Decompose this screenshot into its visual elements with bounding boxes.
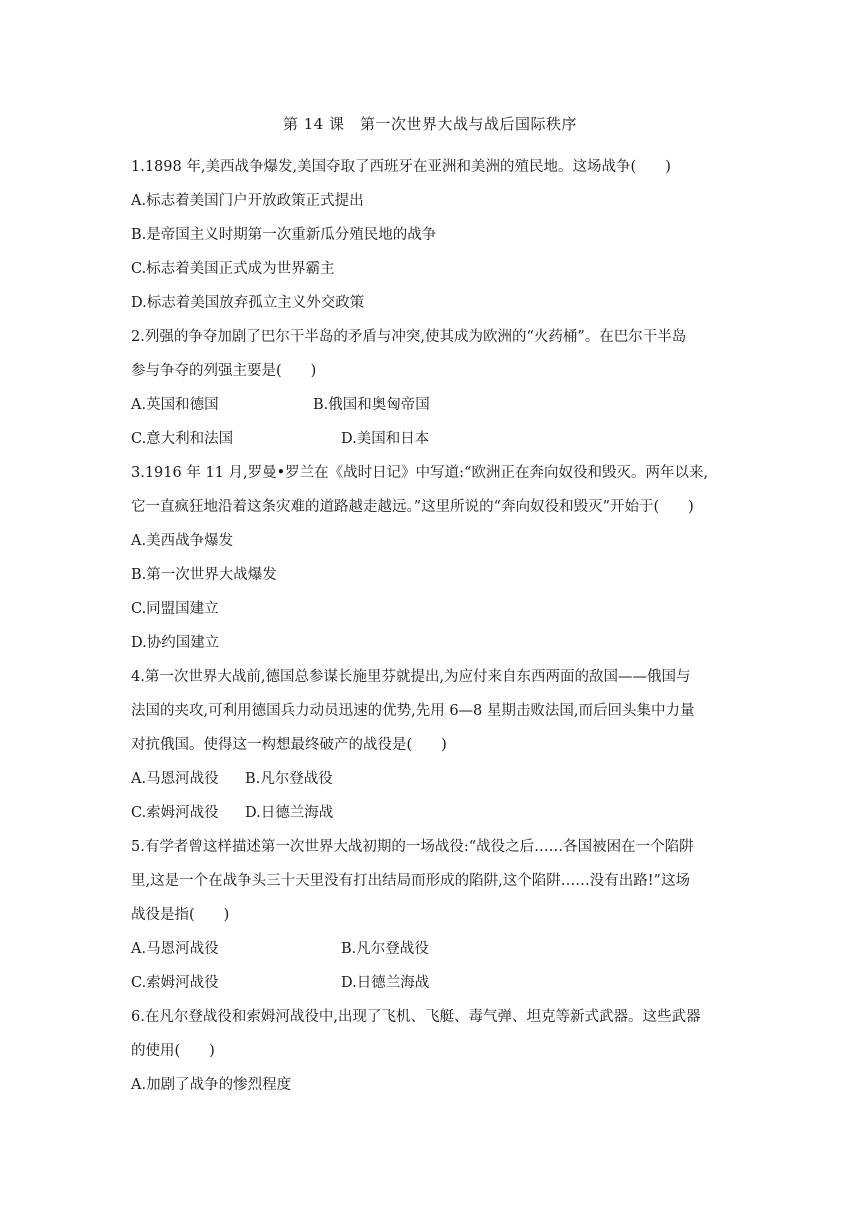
question-3-stem-line-2: 它一直疯狂地沿着这条灾难的道路越走越远。”这里所说的“奔向奴役和毁灭”开始于( ) [131,499,694,515]
question-3-option-b: B.第一次世界大战爆发 [131,567,277,583]
question-5-options-row-1 [131,932,731,966]
question-4-stem-line-1: 4.第一次世界大战前,德国总参谋长施里芬就提出,为应付来自东西两面的敌国——俄国与 [131,669,691,685]
question-2-option-a: A.英国和德国 [131,397,219,413]
question-2-stem-line-1: 2.列强的争夺加剧了巴尔干半岛的矛盾与冲突,使其成为欧洲的“火药桶”。在巴尔干半岛 [131,329,687,345]
question-3-option-d: D.协约国建立 [131,635,220,651]
question-1-option-c: C.标志着美国正式成为世界霸主 [131,261,335,277]
question-list [131,150,731,1102]
question-4-option-c: C.索姆河战役 [131,805,219,821]
question-5-stem-line-3: 战役是指( ) [131,907,230,923]
question-5-stem-line-1: 5.有学者曾这样描述第一次世界大战初期的一场战役:“战役之后……各国被困在一个陷阱 [131,839,694,855]
question-5-option-c: C.索姆河战役 [131,975,219,991]
question-5-stem-line-2: 里,这是一个在战争头三十天里没有打出结局而形成的陷阱,这个陷阱……没有出路!”这场 [131,873,690,889]
question-3-stem-line-1: 3.1916 年 11 月,罗曼•罗兰在《战时日记》中写道:“欧洲正在奔向奴役和毁灭。两年以来, [131,465,709,481]
question-1-option-d: D.标志着美国放弃孤立主义外交政策 [131,295,365,311]
question-2-option-d: D.美国和日本 [341,431,430,447]
question-2-options-row-1 [131,388,731,422]
question-5-option-b: B.凡尔登战役 [341,941,429,957]
question-1-option-b: B.是帝国主义时期第一次重新瓜分殖民地的战争 [131,227,437,243]
question-3-option-c: C.同盟国建立 [131,601,219,617]
question-3-option-a: A.美西战争爆发 [131,533,234,549]
question-6-stem-line-1: 6.在凡尔登战役和索姆河战役中,出现了飞机、飞艇、毒气弹、坦克等新式武器。这些武器 [131,1009,701,1025]
page-title: 第 14 课 第一次世界大战与战后国际秩序 [282,115,578,133]
question-4-option-a: A.马恩河战役 [131,771,219,787]
question-6-option-a: A.加剧了战争的惨烈程度 [131,1077,292,1093]
question-4-stem-line-3: 对抗俄国。使得这一构想最终破产的战役是( ) [131,737,447,753]
question-4-options-row-2 [131,796,731,830]
question-4-stem-line-2: 法国的夹攻,可利用德国兵力动员迅速的优势,先用 6—8 星期击败法国,而后回头集中力量 [131,703,695,719]
question-5-options-row-2 [131,966,731,1000]
question-4-option-d: D.日德兰海战 [245,805,334,821]
question-2-stem-line-2: 参与争夺的列强主要是( ) [131,363,317,379]
question-4-option-b: B.凡尔登战役 [245,771,333,787]
question-4-options-row-1 [131,762,731,796]
question-6-stem-line-2: 的使用( ) [131,1043,215,1059]
question-2-options-row-2 [131,422,731,456]
question-2-option-b: B.俄国和奥匈帝国 [313,397,430,413]
question-1-option-a: A.标志着美国门户开放政策正式提出 [131,193,364,209]
question-1-stem: 1.1898 年,美西战争爆发,美国夺取了西班牙在亚洲和美洲的殖民地。这场战争( ) [131,159,671,175]
question-5-option-d: D.日德兰海战 [341,975,430,991]
question-5-option-a: A.马恩河战役 [131,941,219,957]
question-2-option-c: C.意大利和法国 [131,431,234,447]
